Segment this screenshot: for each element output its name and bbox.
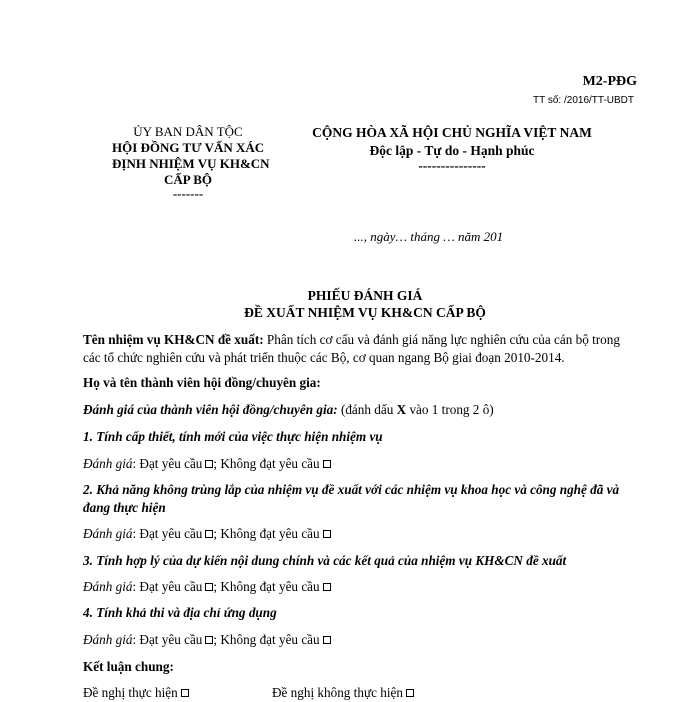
- rating-separator: ;: [213, 579, 221, 594]
- rating-label: Đánh giá: [83, 526, 133, 541]
- rating-pass-label: Đạt yêu cầu: [139, 579, 203, 594]
- rating-separator: ;: [213, 456, 221, 471]
- rating-pass-label: Đạt yêu cầu: [139, 526, 203, 541]
- national-motto: Độc lập - Tự do - Hạnh phúc: [369, 143, 535, 158]
- country-name: CỘNG HÒA XÃ HỘI CHỦ NGHĨA VIỆT NAM: [312, 125, 592, 140]
- criterion-rating-2: [83, 525, 638, 543]
- evaluation-line: [83, 401, 638, 419]
- rating-colon: :: [132, 632, 140, 647]
- fail-checkbox[interactable]: [323, 530, 331, 538]
- recommend-label: Đề nghị thực hiện: [83, 685, 178, 700]
- evaluation-note-x: X: [396, 402, 407, 417]
- evaluation-note-pre: (đánh dấu: [337, 402, 397, 417]
- criterion-heading-4: 4. Tính khả thi và địa chỉ ứng dụng: [83, 605, 277, 620]
- rating-fail-label: Không đạt yêu cầu: [220, 456, 320, 471]
- rating-fail-label: Không đạt yêu cầu: [220, 632, 320, 647]
- rating-label: Đánh giá: [83, 456, 133, 471]
- rating-colon: :: [132, 456, 140, 471]
- conclusion-not-recommend: [272, 684, 414, 702]
- criterion-heading-1: 1. Tính cấp thiết, tính mới của việc thực hiện nhiệm vụ: [83, 429, 383, 444]
- form-code: M2-PĐG: [582, 74, 637, 89]
- council-name-2: ĐỊNH NHIỆM VỤ KH&CN: [112, 156, 270, 171]
- motto-divider: ---------------: [418, 158, 486, 173]
- rating-label: Đánh giá: [83, 632, 133, 647]
- council-name-1: HỘI ĐỒNG TƯ VẤN XÁC: [112, 140, 265, 155]
- task-text: Phân tích cơ cấu và đánh giá năng lực nghiên cứu của cán bộ trong các tổ chức nghiên cứu và phát triển thuộc các Bộ, cơ quan ngang Bộ giai đoạn 2010-2014.: [83, 332, 620, 365]
- national-header: [282, 124, 622, 172]
- criterion-rating-4: [83, 631, 638, 649]
- circular-number: TT số: /2016/TT-UBDT: [533, 95, 634, 106]
- criterion-rating-3: [83, 578, 638, 596]
- date-line: ..., ngày… tháng … năm 201: [354, 229, 504, 244]
- rating-fail-label: Không đạt yêu cầu: [220, 579, 320, 594]
- criterion-heading-3: 3. Tính hợp lý của dự kiến nội dung chính và các kết quả của nhiệm vụ KH&CN đề xuất: [83, 553, 567, 568]
- agency-divider: -------: [172, 186, 204, 201]
- rating-pass-label: Đạt yêu cầu: [139, 456, 203, 471]
- fail-checkbox[interactable]: [323, 636, 331, 644]
- recommend-checkbox[interactable]: [181, 689, 189, 697]
- not-recommend-checkbox[interactable]: [406, 689, 414, 697]
- conclusion-label: Kết luận chung:: [83, 659, 174, 674]
- agency-name: ỦY BAN DÂN TỘC: [133, 124, 243, 139]
- agency-header: [112, 124, 270, 201]
- title-line-2: ĐỀ XUẤT NHIỆM VỤ KH&CN CẤP BỘ: [244, 305, 486, 320]
- rating-colon: :: [132, 526, 140, 541]
- rating-pass-label: Đạt yêu cầu: [139, 632, 203, 647]
- task-label: Tên nhiệm vụ KH&CN đề xuất:: [83, 332, 264, 347]
- criterion-heading-2: 2. Khả năng không trùng lắp của nhiệm vụ đề xuất với các nhiệm vụ khoa học và công nghệ đã và đang thực hiện: [83, 482, 620, 515]
- not-recommend-label: Đề nghị không thực hiện: [272, 685, 403, 700]
- rating-colon: :: [132, 579, 140, 594]
- rating-fail-label: Không đạt yêu cầu: [220, 526, 320, 541]
- evaluation-label: Đánh giá của thành viên hội đồng/chuyên gia:: [83, 402, 338, 417]
- fail-checkbox[interactable]: [323, 460, 331, 468]
- evaluation-note-post: vào 1 trong 2 ô): [406, 402, 494, 417]
- document-title: [0, 287, 700, 321]
- fail-checkbox[interactable]: [323, 583, 331, 591]
- member-name-label: Họ và tên thành viên hội đồng/chuyên gia:: [83, 375, 321, 390]
- criterion-rating-1: [83, 455, 638, 473]
- council-name-3: CẤP BỘ: [163, 172, 213, 187]
- rating-separator: ;: [213, 526, 221, 541]
- conclusion-recommend: [83, 684, 189, 702]
- title-line-1: PHIẾU ĐÁNH GIÁ: [307, 288, 423, 303]
- rating-label: Đánh giá: [83, 579, 133, 594]
- task-paragraph: [83, 331, 638, 367]
- rating-separator: ;: [213, 632, 221, 647]
